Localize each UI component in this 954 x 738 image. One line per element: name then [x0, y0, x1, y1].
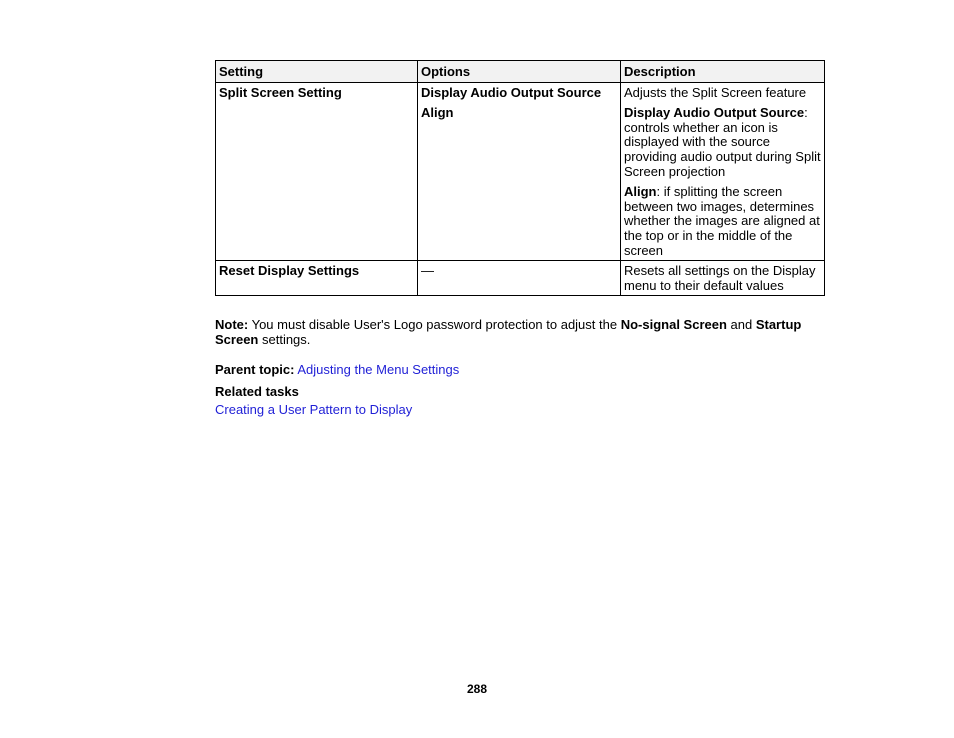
options-cell: [418, 82, 621, 261]
table-row: [216, 261, 825, 296]
option-item: Align: [421, 105, 454, 121]
option-item: —: [421, 263, 434, 279]
description-cell: [621, 82, 825, 261]
note-label: Note:: [215, 317, 249, 332]
options-cell: [418, 261, 621, 296]
page-number: 288: [466, 682, 488, 696]
description-cell: [621, 261, 825, 296]
description-paragraph: Adjusts the Split Screen feature: [624, 84, 807, 100]
setting-cell: Reset Display Settings: [216, 261, 418, 296]
related-tasks-heading: Related tasks: [215, 384, 299, 399]
description-paragraph: Align: if splitting the screen between two images, determines whether the images are aligned at the top or in the middle of the screen: [624, 184, 820, 258]
parent-topic-link[interactable]: Adjusting the Menu Settings: [297, 362, 460, 377]
setting-cell: Split Screen Setting: [216, 82, 418, 261]
term: Display Audio Output Source: [624, 105, 805, 121]
option-item: Display Audio Output Source: [421, 84, 602, 100]
description-paragraph: Display Audio Output Source: controls whether an icon is displayed with the source providing audio output during Split Screen projection: [624, 105, 821, 179]
header-description: Description: [621, 61, 825, 83]
description-paragraph: Resets all settings on the Display menu to their default values: [624, 263, 816, 293]
related-tasks-list: [215, 403, 412, 418]
term: Align: [624, 184, 657, 200]
table-header-row: [216, 61, 825, 83]
parent-topic-label: Parent topic:: [215, 362, 295, 377]
header-options: Options: [418, 61, 621, 83]
related-task-link[interactable]: Creating a User Pattern to Display: [215, 402, 413, 417]
header-setting: Setting: [216, 61, 418, 83]
table-row: [216, 82, 825, 261]
note-paragraph: Note: You must disable User's Logo password protection to adjust the No-signal Screen and Startup Screen settings.: [215, 317, 802, 347]
settings-table: [215, 60, 825, 296]
parent-topic: [215, 363, 459, 378]
